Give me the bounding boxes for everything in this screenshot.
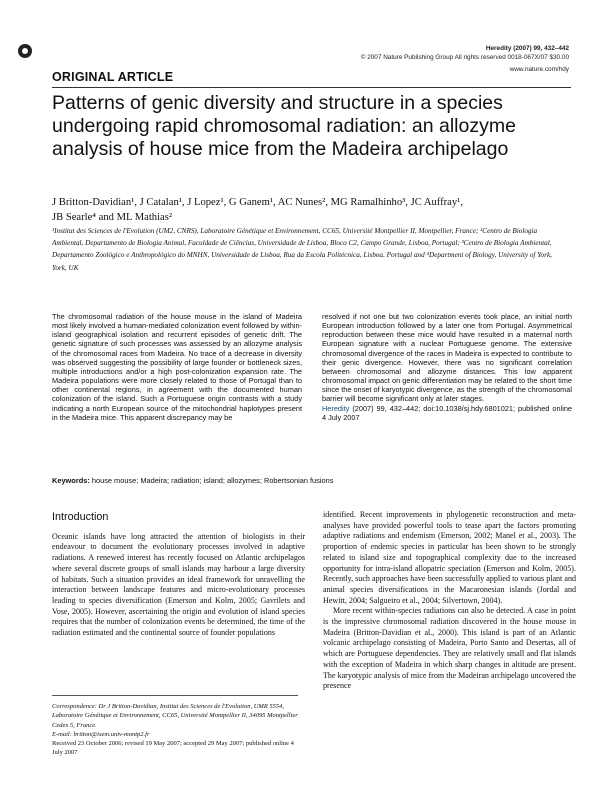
abstract-column-left bbox=[52, 312, 302, 422]
abstract-text-left: The chromosomal radiation of the house mouse in the island of Madeira most likely involved a human-mediated colonization event followed by within-island geographical isolation and recurrent episodes of genetic drift. The genetic signature of such processes was assessed by an allozyme analysis of the chromosomal races from Madeira. No trace of a decrease in diversity was observed suggesting the possibility of large founder or bottleneck sizes, multiple introductions and/or a high post-colonization expansion rate. The Madeira populations were more closely related to those of Portugal than to other continental regions, in agreement with the documented human colonization of the island. Such a Portuguese origin contrasts with a study indicating a north European source of the mitochondrial haplotypes present in the Madeira mice. This apparent discrepancy may be bbox=[52, 312, 302, 422]
received-dates: Received 23 October 2006; revised 19 May 2007; accepted 29 May 2007; published online 4 July 2007 bbox=[52, 740, 294, 757]
body-column-left bbox=[52, 510, 305, 692]
correspondence-email[interactable]: E-mail: britton@isem.univ-montp2.fr bbox=[52, 730, 150, 738]
intro-paragraph-2: More recent within-species radiations can also be detected. A case in point is the impressive chromosomal radiation discovered in the house mouse in Madeira (Britton-Davidian et al., 2000). This island is part of an Atlantic volcanic archipelago consisting of Madeira, Porto Santo and Desertas, all of which are Portuguese dependencies. They are relatively small and flat islands with the exception of Madeira in which sharp changes in altitude are present. The karyotypic analysis of mice from the Madeiran archipelago uncovered the presence bbox=[323, 606, 576, 691]
intro-paragraph-1: Oceanic islands have long attracted the attention of biologists in their endeavour to document the evolutionary processes involved in adaptive radiations. A renewed interest has recently focused on Atlantic archipelagos where several discrete groups of small islands may harbour a large diversity of habitats. Such a situation provides an ideal framework for unravelling the interaction between landscape features and micro-evolutionary processes leading to species diversification (Emerson and Kolm, 2005; Gavrilets and Vose, 2005). However, ascertaining the origin and evolution of island species requires that the number of colonization events be determined, the time of the radiation estimated and the continental source of founder populations bbox=[52, 531, 305, 638]
authors-line-2: JB Searle⁴ and ML Mathias² bbox=[52, 211, 173, 223]
keywords bbox=[52, 476, 333, 485]
article-title: Patterns of genic diversity and structure in a species undergoing rapid chromosomal radiation: an allozyme analysis of house mice from the Madeira archipelago bbox=[52, 92, 516, 160]
keywords-list: house mouse; Madeira; radiation; island; allozymes; Robertsonian fusions bbox=[91, 476, 334, 485]
abstract-column-right bbox=[322, 312, 572, 422]
journal-citation-line: Heredity (2007) 99, 432–442 bbox=[485, 45, 569, 52]
keywords-label: Keywords: bbox=[52, 476, 90, 485]
copyright-line: © 2007 Nature Publishing Group All rights reserved 0018-067X/07 $30.00 bbox=[360, 54, 569, 61]
affiliations: ¹Institut des Sciences de l'Evolution (UM2, CNRS), Laboratoire Génétique et Environnement, CC65, Université Montpellier II, Montpellier, France; ²Centro de Biologia Ambiental, Departamento de Biologia Animal, Faculdade de Ciências, Universidade de Lisboa, Bloco C2, Campo Grande, Lisboa, Portugal; ³Centro de Biologia Ambiental, Departamento Zoológico e Anthropológico do MNHN, Universidade de Lisboa, Rua da Escola Politécnica, Lisboa, Portugal and ⁴Department of Biology, University of York, York, UK bbox=[52, 227, 552, 272]
abstract-citation bbox=[322, 404, 572, 422]
correspondence-label: Correspondence: bbox=[52, 703, 97, 710]
abstract bbox=[52, 312, 572, 422]
abstract-text-right: resolved if not one but two colonization events took place, an initial north European introduction followed by a later one from Portugal. Asymmetrical reproduction between these mice would have resulted in a maternal north European signature with a nuclear Portuguese genome. The extensive chromosomal divergence of the races in Madeira is expected to contribute to their genic divergence. However, there was no significant correlation between chromosomal and allozyme distances. This low apparent chromosomal impact on genic differentiation may be related to the short time since the onset of karyotypic divergence, as the strength of the chromosomal barrier will become significant only at later stages. bbox=[322, 312, 572, 404]
journal-url[interactable]: www.nature.com/hdy bbox=[509, 66, 569, 73]
body-column-right bbox=[323, 510, 576, 692]
section-label: ORIGINAL ARTICLE bbox=[52, 70, 174, 84]
citation-journal: Heredity bbox=[322, 403, 350, 413]
author-list bbox=[52, 196, 568, 225]
intro-paragraph-1-cont: identified. Recent improvements in phylogenetic reconstruction and meta-analyses have provided powerful tools to tease apart the factors promoting adaptive radiations and endemism (Emerson, 2002; Manel et al., 2003). The proportion of endemic species in particular has been shown to be strongly related to island size and topographical complexity due to the increased opportunity for intra-island allopatric speciation (Emerson and Kolm, 2005). Recently, such approaches have been successfully applied to various plant and animal species diversifications in the Macaronesian islands (Jordal and Hewitt, 2004; Salgueiro et al., 2004; Silvertown, 2004). bbox=[323, 510, 576, 605]
correspondence-address: Dr J Britton-Davidian, Institut des Sciences de l'Evolution, UMR 5554, Laboratoire Génétique et Environnement, CC65, Université Montpellier II, 34095 Montpellier Cedex 5, France. bbox=[52, 703, 298, 729]
introduction-heading: Introduction bbox=[52, 511, 109, 523]
header-divider bbox=[52, 87, 571, 88]
journal-header bbox=[361, 44, 569, 74]
citation-details: (2007) 99, 432–442; doi:10.1038/sj.hdy.6801021; published online 4 July 2007 bbox=[322, 403, 572, 422]
body-text bbox=[52, 510, 576, 692]
authors-line-1: J Britton-Davidian¹, J Catalan¹, J Lopez¹, G Ganem¹, AC Nunes², MG Ramalhinho³, JC Auffray¹, bbox=[52, 197, 464, 208]
publisher-logo-icon bbox=[18, 44, 32, 58]
correspondence-footnote bbox=[52, 695, 298, 758]
